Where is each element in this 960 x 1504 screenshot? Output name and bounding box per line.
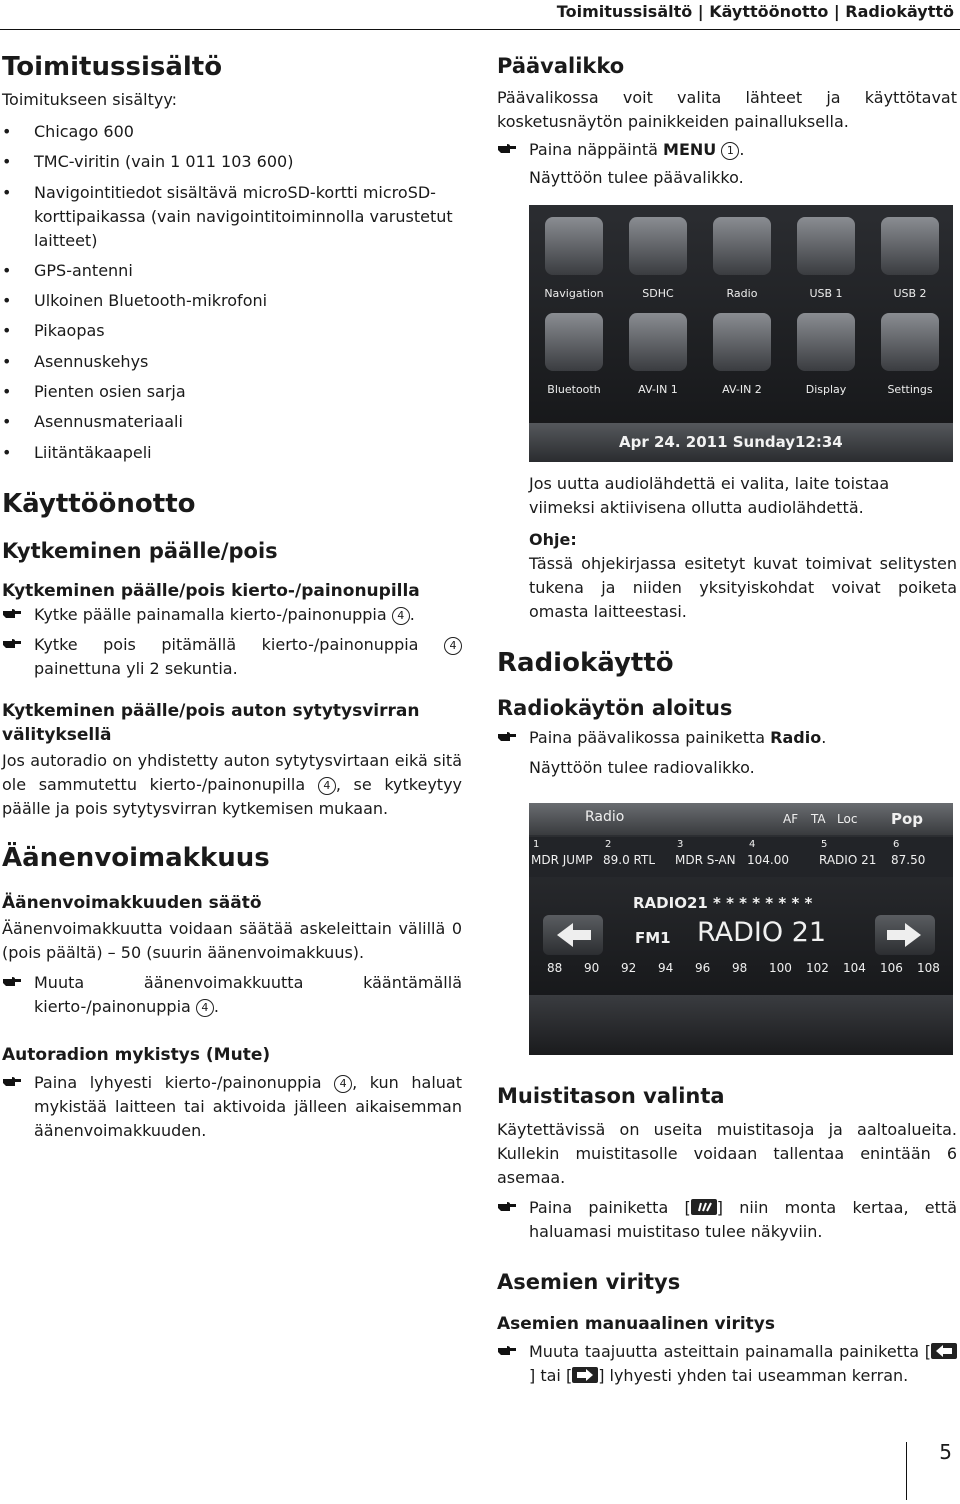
list-item — [2, 259, 462, 283]
list-item — [2, 150, 462, 174]
step-mute: Paina lyhyesti kierto-/painonuppia 4 , kun haluat mykistää laitteen tai aktivoida jälleen aikaisemman äänenvoimakkuuden. — [2, 1071, 462, 1143]
menu-status-bar — [529, 423, 953, 462]
heading-radio-start: Radiokäytön aloitus — [497, 696, 733, 720]
scale-label: 100 — [769, 961, 792, 975]
list-item — [2, 410, 462, 434]
list-item — [2, 120, 462, 144]
list-item-text: GPS-antenni — [34, 260, 133, 280]
preset-button[interactable]: MDR JUMP — [531, 853, 593, 867]
menu-tile-label: Navigation — [544, 287, 604, 300]
scale-label: 94 — [658, 961, 674, 975]
preset-button[interactable]: MDR S-AN — [675, 853, 736, 867]
bullet-icon: • — [2, 182, 12, 202]
pointing-hand-icon — [497, 1343, 517, 1359]
step-volume: Muuta äänenvoimakkuutta kääntämällä kierto-/painonuppia 4 . — [2, 971, 462, 1019]
bullet-icon: • — [2, 260, 12, 280]
status-date: Apr 24. 2011 Sunday — [619, 433, 796, 451]
arrow-left-icon — [931, 1343, 957, 1359]
scale-label: 102 — [806, 961, 829, 975]
radio-flag-af[interactable]: AF — [783, 812, 799, 826]
list-item — [2, 181, 462, 253]
radio-top-bar — [529, 803, 953, 835]
delivery-list — [2, 120, 462, 465]
step-press-menu: Paina näppäintä MENU 1 . — [497, 138, 957, 162]
left-column — [2, 50, 462, 1143]
heading-main-menu: Päävalikko — [497, 54, 625, 78]
preset-button[interactable]: RADIO 21 — [819, 853, 877, 867]
list-item — [2, 289, 462, 313]
right-column-top — [497, 52, 957, 190]
radio-bottom-bar — [529, 995, 953, 1055]
preset-number: 3 — [677, 839, 684, 850]
heading-manual-tuning: Asemien manuaalinen viritys — [497, 1314, 775, 1334]
section-title-delivery: Toimitussisältö — [2, 52, 223, 82]
radio-menu-screenshot — [529, 803, 953, 1055]
list-item-text: TMC-viritin (vain 1 011 103 600) — [34, 152, 294, 172]
radio-flag-ta[interactable]: TA — [811, 812, 826, 826]
pointing-hand-icon — [2, 1074, 22, 1090]
preset-number: 4 — [749, 839, 756, 850]
step-power-off: Kytke pois pitämällä kierto-/painonuppia 4 painettuna yli 2 sekuntia. — [2, 633, 462, 681]
step-power-on: Kytke päälle painamalla kierto-/painonuppia 4 . — [2, 603, 462, 627]
menu-tile-bluetooth[interactable] — [545, 313, 603, 371]
menu-tile-radio[interactable] — [713, 217, 771, 275]
step-manual-tuning: Muuta taajuutta asteittain painamalla painiketta [] tai [ ] lyhyesti yhden tai useamman kerran. — [497, 1340, 957, 1388]
step-memory: Paina painiketta [ ] niin monta kertaa, että haluamasi muistitaso tulee näkyviin. — [497, 1196, 957, 1244]
radio-flag-loc[interactable]: Loc — [837, 812, 858, 826]
pointing-hand-icon — [497, 141, 517, 157]
menu-tile-label: USB 2 — [893, 287, 927, 300]
preset-number: 6 — [893, 839, 900, 850]
heading-power-knob: Kytkeminen päälle/pois kierto-/painonupilla — [2, 580, 420, 601]
heading-station-tuning: Asemien viritys — [497, 1270, 681, 1294]
station-name: RADIO 21 — [697, 917, 827, 948]
menu-tile-settings[interactable] — [881, 313, 939, 371]
radio-result: Näyttöön tulee radiovalikko. — [529, 758, 755, 777]
radio-flag-pop[interactable]: Pop — [891, 810, 924, 828]
bullet-icon: • — [2, 442, 12, 462]
delivery-intro: Toimitukseen sisältyy: — [2, 90, 178, 109]
list-item-text: Chicago 600 — [34, 122, 134, 141]
subsection-title-power: Kytkeminen päälle/pois — [2, 538, 278, 563]
menu-tile-av-in-1[interactable] — [629, 313, 687, 371]
heading-memory-level: Muistitason valinta — [497, 1084, 725, 1108]
scale-label: 104 — [843, 961, 866, 975]
callout-number: 4 — [318, 777, 336, 795]
running-header: Toimitussisältö | Käyttöönotto | Radiokäyttö — [556, 2, 954, 21]
rds-text: RADIO21 * * * * * * * * — [633, 894, 813, 912]
list-item — [2, 319, 462, 343]
callout-number: 4 — [392, 607, 410, 625]
heading-mute: Autoradion mykistys (Mute) — [2, 1044, 271, 1065]
pointing-hand-icon — [2, 606, 22, 622]
list-item-text: Pikaopas — [34, 321, 105, 341]
scale-label: 90 — [584, 961, 600, 975]
arrow-left-icon — [543, 915, 603, 955]
menu-tile-navigation[interactable] — [545, 217, 603, 275]
scale-label: 106 — [880, 961, 903, 975]
tune-right-button[interactable] — [875, 915, 935, 955]
bullet-icon: • — [2, 122, 12, 141]
callout-number: 4 — [196, 999, 214, 1017]
menu-tile-label: AV-IN 2 — [722, 383, 762, 396]
bullet-icon: • — [2, 382, 12, 402]
volume-paragraph: Äänenvoimakkuutta voidaan säätää askeleittain välillä 0 (pois päältä) – 50 (suurin äänenvoimakkuus). — [2, 918, 462, 962]
memory-level-icon — [691, 1199, 717, 1215]
heading-volume-adjust: Äänenvoimakkuuden säätö — [2, 892, 262, 913]
main-menu-screenshot — [529, 205, 953, 462]
scale-label: 92 — [621, 961, 637, 975]
page-number: 5 — [939, 1440, 952, 1464]
list-item — [2, 350, 462, 374]
memory-paragraph: Käytettävissä on useita muistitasoja ja aaltoalueita. Kullekin muistitasolle voidaan tallentaa enintään 6 asemaa. — [497, 1120, 957, 1187]
main-menu-paragraph: Päävalikossa voit valita lähteet ja käyttötavat kosketusnäytön painikkeiden painalluksella. — [497, 88, 957, 131]
preset-button[interactable]: 87.50 — [891, 853, 926, 867]
menu-tile-label: AV-IN 1 — [638, 383, 678, 396]
menu-tile-usb-2[interactable] — [881, 217, 939, 275]
list-item-text: Pienten osien sarja — [34, 382, 186, 402]
bullet-icon: • — [2, 291, 12, 311]
main-menu-result: Näyttöön tulee päävalikko. — [529, 168, 744, 187]
list-item-text: Ulkoinen Bluetooth-mikrofoni — [34, 291, 268, 311]
header-rule — [0, 29, 960, 30]
section-title-volume: Äänenvoimakkuus — [2, 842, 270, 873]
preset-number: 5 — [821, 839, 828, 850]
note-text: Tässä ohjekirjassa esitetyt kuvat toimivat selitysten tukena ja niiden yksityiskohdat voivat poiketa omasta laitteestasi. — [529, 554, 957, 621]
list-item — [2, 380, 462, 404]
page-number-rule — [906, 1442, 907, 1500]
callout-number: 4 — [444, 637, 462, 655]
pointing-hand-icon — [497, 729, 517, 745]
right-column-bottom — [497, 1082, 957, 1388]
pointing-hand-icon — [2, 974, 22, 990]
ignition-paragraph: Jos autoradio on yhdistetty auton sytytysvirtaan eikä sitä ole sammutettu kierto-/painonupilla 4 , se kytkeytyy päälle ja pois sytytysvirran kytkemisen mukaan. — [2, 750, 462, 818]
preset-bar — [529, 837, 953, 877]
preset-number: 2 — [605, 839, 612, 850]
callout-number: 1 — [721, 142, 739, 160]
bullet-icon: • — [2, 351, 12, 371]
band-label: FM1 — [635, 929, 671, 947]
scale-label: 98 — [732, 961, 748, 975]
menu-tile-display[interactable] — [797, 313, 855, 371]
menu-tile-sdhc[interactable] — [629, 217, 687, 275]
bullet-icon: • — [2, 412, 12, 432]
preset-button[interactable]: 104.00 — [747, 853, 789, 867]
note-label: Ohje: — [529, 530, 577, 549]
menu-tile-label: Settings — [887, 383, 933, 396]
bullet-icon: • — [2, 152, 12, 172]
menu-tile-av-in-2[interactable] — [713, 313, 771, 371]
scale-label: 96 — [695, 961, 711, 975]
pointing-hand-icon — [497, 1199, 517, 1215]
scale-label: 88 — [547, 961, 563, 975]
menu-tile-label: USB 1 — [809, 287, 843, 300]
scale-label: 108 — [917, 961, 940, 975]
list-item — [2, 441, 462, 465]
preset-number: 1 — [533, 839, 540, 850]
status-time: 12:34 — [795, 433, 843, 451]
menu-tile-usb-1[interactable] — [797, 217, 855, 275]
preset-button[interactable]: 89.0 RTL — [603, 853, 656, 867]
arrow-right-icon — [572, 1367, 598, 1383]
arrow-right-icon — [875, 915, 935, 955]
list-item-text: Asennuskehys — [34, 351, 149, 371]
default-source-paragraph: Jos uutta audiolähdettä ei valita, laite toistaa viimeksi aktiivisena ollutta audiolähdettä. — [529, 474, 890, 517]
frequency-scale — [529, 953, 953, 983]
section-title-startup: Käyttöönotto — [2, 488, 196, 519]
callout-number: 4 — [334, 1075, 352, 1093]
bullet-icon: • — [2, 321, 12, 341]
tune-left-button[interactable] — [543, 915, 603, 955]
list-item-text: Liitäntäkaapeli — [34, 442, 152, 462]
right-column-middle — [497, 472, 957, 780]
menu-tile-label: Display — [805, 383, 847, 396]
pointing-hand-icon — [2, 636, 22, 652]
list-item-text: Asennusmateriaali — [34, 412, 183, 432]
menu-tile-label: Bluetooth — [547, 383, 601, 396]
section-title-radio: Radiokäyttö — [497, 648, 674, 678]
step-press-radio: Paina päävalikossa painiketta Radio. — [497, 726, 957, 750]
menu-tile-label: Radio — [726, 287, 758, 300]
heading-ignition: Kytkeminen päälle/pois auton sytytysvirran välityksellä — [2, 700, 420, 745]
menu-tile-label: SDHC — [642, 287, 674, 300]
radio-label: Radio — [585, 809, 625, 825]
list-item-text: Navigointitiedot sisältävä microSD-kortti microSD-korttipaikassa (vain navigointitoiminnolla varustetut laitteet) — [34, 182, 453, 250]
